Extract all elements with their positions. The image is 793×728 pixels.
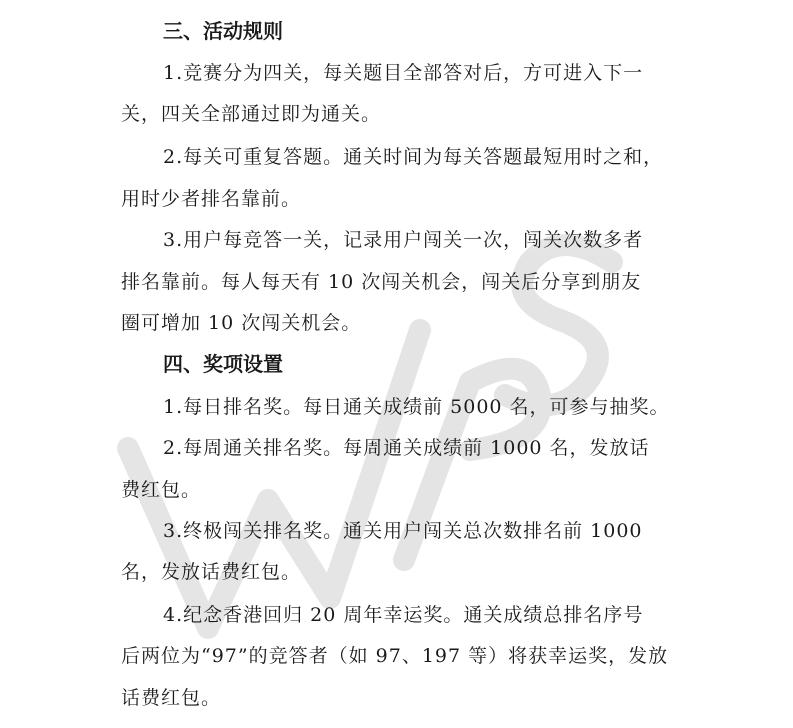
- paragraph-line: 2.每关可重复答题。通关时间为每关答题最短用时之和，: [163, 146, 664, 168]
- paragraph-line: 3.用户每竞答一关，记录用户闯关一次，闯关次数多者: [163, 229, 644, 251]
- paragraph-line: 2.每周通关排名奖。每周通关成绩前 1000 名，发放话: [163, 437, 650, 459]
- paragraph-line: 用时少者排名靠前。: [121, 188, 302, 210]
- paragraph-line: 费红包。: [121, 479, 202, 501]
- paragraph-line: 1.竞赛分为四关，每关题目全部答对后，方可进入下一: [163, 62, 644, 84]
- paragraph-line: 3.终极闯关排名奖。通关用户闯关总次数排名前 1000: [163, 520, 643, 542]
- paragraph-line: 话费红包。: [121, 687, 222, 709]
- paragraph-line: 圈可增加 10 次闯关机会。: [121, 312, 362, 334]
- paragraph-line: 关，四关全部通过即为通关。: [121, 103, 382, 125]
- section-heading-rules: 三、活动规则: [163, 19, 283, 43]
- section-heading-awards: 四、奖项设置: [163, 352, 283, 376]
- paragraph-line: 排名靠前。每人每天有 10 次闯关机会，闯关后分享到朋友: [121, 271, 642, 293]
- paragraph-line: 后两位为“97”的竞答者（如 97、197 等）将获幸运奖，发放: [121, 645, 669, 667]
- paragraph-line: 名，发放话费红包。: [121, 561, 302, 583]
- paragraph-line: 4.纪念香港回归 20 周年幸运奖。通关成绩总排名序号: [163, 604, 644, 626]
- paragraph-line: 1.每日排名奖。每日通关成绩前 5000 名，可参与抽奖。: [163, 396, 670, 418]
